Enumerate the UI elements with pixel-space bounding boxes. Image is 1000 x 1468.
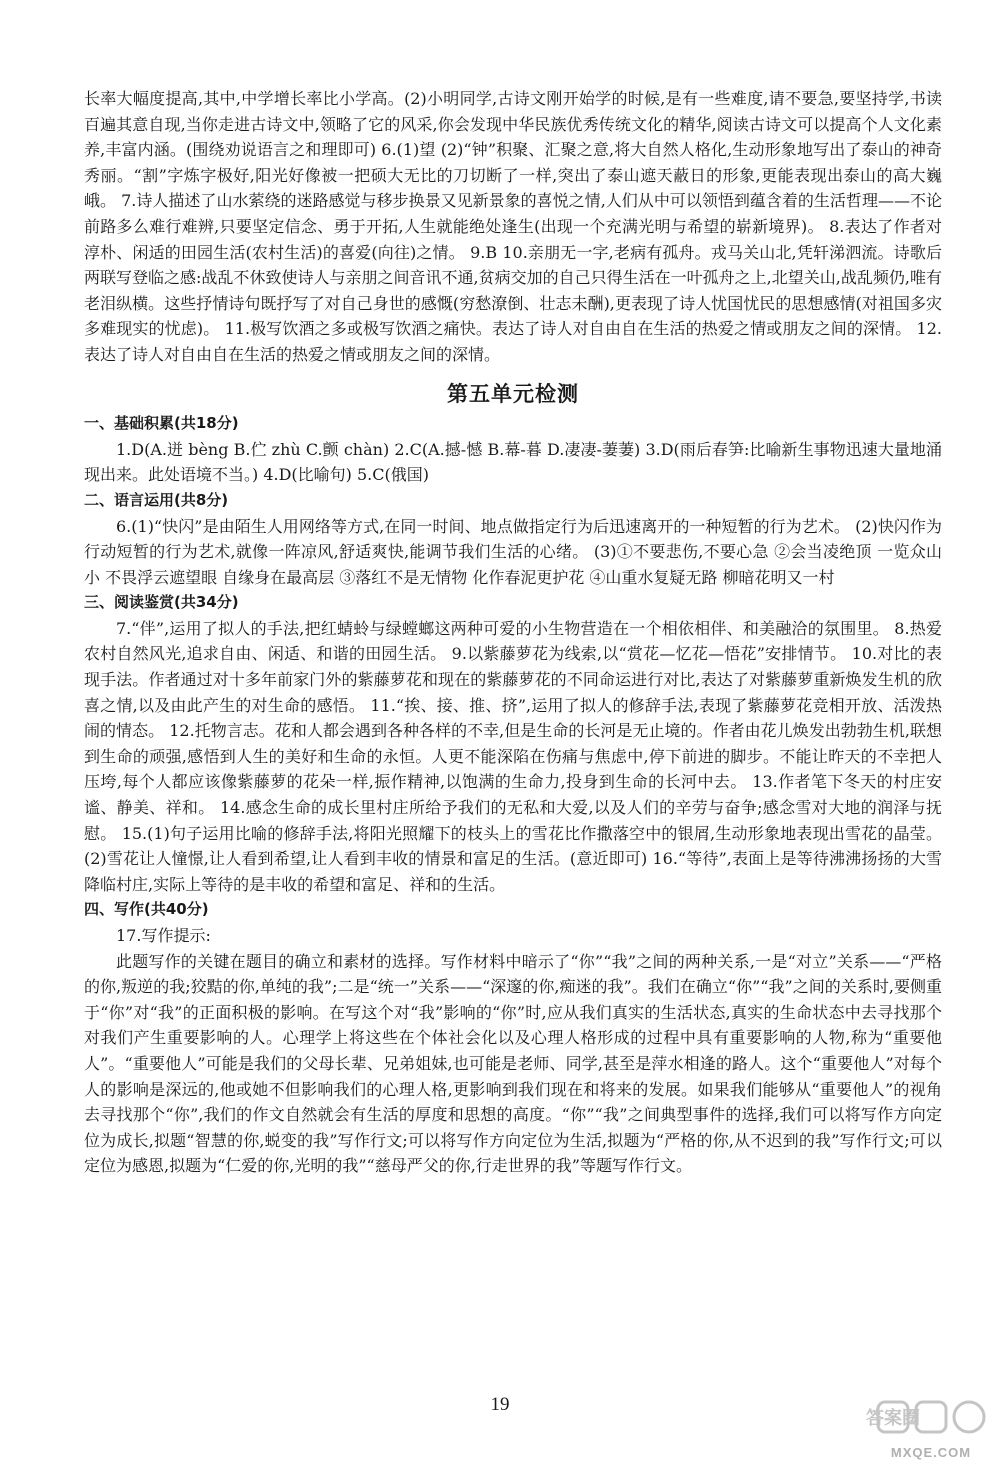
- watermark-url: MXQE.COM: [890, 1445, 972, 1460]
- page-number: 19: [490, 1394, 510, 1415]
- section-heading-basics: 一、基础积累(共18分): [84, 414, 239, 433]
- section-text-reading: 7.“伴”,运用了拟人的手法,把红蜻蛉与绿螳螂这两种可爱的小生物营造在一个相依相伴、和美融洽的氛围里。 8.热爱农村自然风光,追求自由、闲适、和谐的田园生活。 9.以紫藤萝花为线索,以“赏花—忆花—悟花”安排情节。 10.对比的表现手法。作者通过对十多年前家门外的紫藤萝花和现在的紫藤萝花的不同命运进行对比,表达了对紫藤萝重新焕发生机的欣喜之情,以及由此产生的对生命的感悟。 11.“挨、接、推、挤”,运用了拟人的修辞手法,表现了紫藤萝花竞相开放、活泼热闹的情态。 12.托物言志。花和人都会遇到各种各样的不幸,但是生命的长河是无止境的。作者由花儿焕发出勃勃生机,联想到生命的顽强,感悟到人生的美好和生命的永恒。人更不能深陷在伤痛与焦虑中,停下前进的脚步。不能让昨天的不幸把人压垮,每个人都应该像紫藤萝的花朵一样,振作精神,以饱满的生命力,投身到生命的长河中去。 13.作者笔下冬天的村庄安谧、静美、祥和。 14.感念生命的成长里村庄所给予我们的无私和大爱,以及人们的辛劳与奋争;感念雪对大地的润泽与抚慰。 15.(1)句子运用比喻的修辞手法,将阳光照耀下的枝头上的雪花比作撒落空中的银屑,生动形象地表现出雪花的晶莹。 (2)雪花让人憧憬,让人看到希望,让人看到丰收的情景和富足的生活。(意近即可) 16.“等待”,表面上是等待沸沸扬扬的大雪降临村庄,实际上等待的是丰收的希望和富足、祥和的生活。: [84, 618, 942, 894]
- section-heading-writing: 四、写作(共40分): [84, 900, 209, 919]
- writing-guide-paragraph: 此题写作的关键在题目的确立和素材的选择。写作材料中暗示了“你”“我”之间的两种关系,一是“对立”关系——“严格的你,叛逆的我;狡黠的你,单纯的我”;二是“统一”关系——“深邃的你,痴迷的我”。我们在确立“你”“我”之间的关系时,要侧重于“你”对“我”的正面积极的影响。在写这个对“我”影响的“你”时,应从我们真实的生活状态,真实的生命状态中去寻找那个对我们产生重要影响的人。心理学上将这些在个体社会化以及心理人格形成的过程中具有重要影响的人物,称为“重要他人”。“重要他人”可能是我们的父母长辈、兄弟姐妹,也可能是老师、同学,甚至是萍水相逢的路人。这个“重要他人”对每个人的影响是深远的,他或她不但影响我们的心理人格,更影响到我们现在和将来的发展。如果我们能够从“重要他人”的视角去寻找那个“你”,我们的作文自然就会有生活的厚度和思想的高度。“你”“我”之间典型事件的选择,我们可以将写作方向定位为成长,拟题“智慧的你,蜕变的我”写作行文;可以将写作方向定位为生活,拟题为“严格的你,从不迟到的我”写作行文;可以定位为感恩,拟题为“仁爱的你,光明的我”“慈母严父的你,行走世界的我”等题写作行文。: [84, 951, 942, 1176]
- answer-paragraph-unit-four: 长率大幅度提高,其中,中学增长率比小学高。(2)小明同学,古诗文刚开始学的时候,是有一些难度,请不要急,要坚持学,书读百遍其意自现,当你走进古诗文中,领略了它的风采,你会发现中华民族优秀传统文化的精华,阅读古诗文可以提高个人文化素养,丰富内涵。(围绕劝说语言之和理即可) 6.(1)望 (2)“钟”积聚、汇聚之意,将大自然人格化,生动形象地写出了泰山的神奇秀丽。“割”字炼字极好,阳光好像被一把硕大无比的刀切断了一样,突出了泰山遮天蔽日的形象,更能表现出泰山的高大巍峨。 7.诗人描述了山水萦绕的迷路感觉与移步换景又见新景象的喜悦之情,人们从中可以领悟到蕴含着的生活哲理——不论前路多么难行难辨,只要坚定信念、勇于开拓,人生就能绝处逢生(出现一个充满光明与希望的崭新境界)。 8.表达了作者对淳朴、闲适的田园生活(农村生活)的喜爱(向往)之情。 9.B 10.亲朋无一字,老病有孤舟。戎马关山北,凭轩涕泗流。诗歌后两联写登临之感:战乱不休致使诗人与亲朋之间音讯不通,贫病交加的自己只得生活在一叶孤舟之上,北望关山,战乱频仍,唯有老泪纵横。这些抒情诗句既抒写了对自己身世的感慨(穷愁潦倒、壮志未酬),更表现了诗人忧国忧民的思想感情(对祖国多灾多难现实的忧虑)。 11.极写饮酒之多或极写饮酒之痛快。表达了诗人对自由自在生活的热爱之情或朋友之间的深情。 12.表达了诗人对自由自在生活的热爱之情或朋友之间的深情。: [84, 89, 942, 364]
- section-heading-reading: 三、阅读鉴赏(共34分): [84, 593, 239, 612]
- unit-title: 第五单元检测: [447, 381, 579, 406]
- document-page: [84, 86, 942, 1179]
- section-heading-language: 二、语言运用(共8分): [84, 490, 229, 509]
- watermark-logo: [866, 1398, 990, 1460]
- section-text-language: 6.(1)“快闪”是由陌生人用网络等方式,在同一时间、地点做指定行为后迅速离开的一种短暂的行为艺术。 (2)快闪作为行动短暂的行为艺术,就像一阵凉风,舒适爽快,能调节我们生活的心绪。 (3)①不要悲伤,不要心急 ②会当凌绝顶 一览众山小 不畏浮云遮望眼 自缘身在最高层 ③落红不是无情物 化作春泥更护花 ④山重水复疑无路 柳暗花明又一村: [84, 516, 942, 587]
- watermark-badge-icon: [866, 1398, 990, 1442]
- section-text-writing: 17.写作提示:: [116, 926, 211, 945]
- section-text-basics: 1.D(A.迸 bèng B.伫 zhù C.颤 chàn) 2.C(A.撼-憾 B.幕-暮 D.凄凄-萋萋) 3.D(雨后春笋:比喻新生事物迅速大量地涌现出来。此处语境不当。) 4.D(比喻句) 5.C(俄国): [84, 439, 942, 485]
- watermark-char-1: 答案圈: [866, 1408, 920, 1429]
